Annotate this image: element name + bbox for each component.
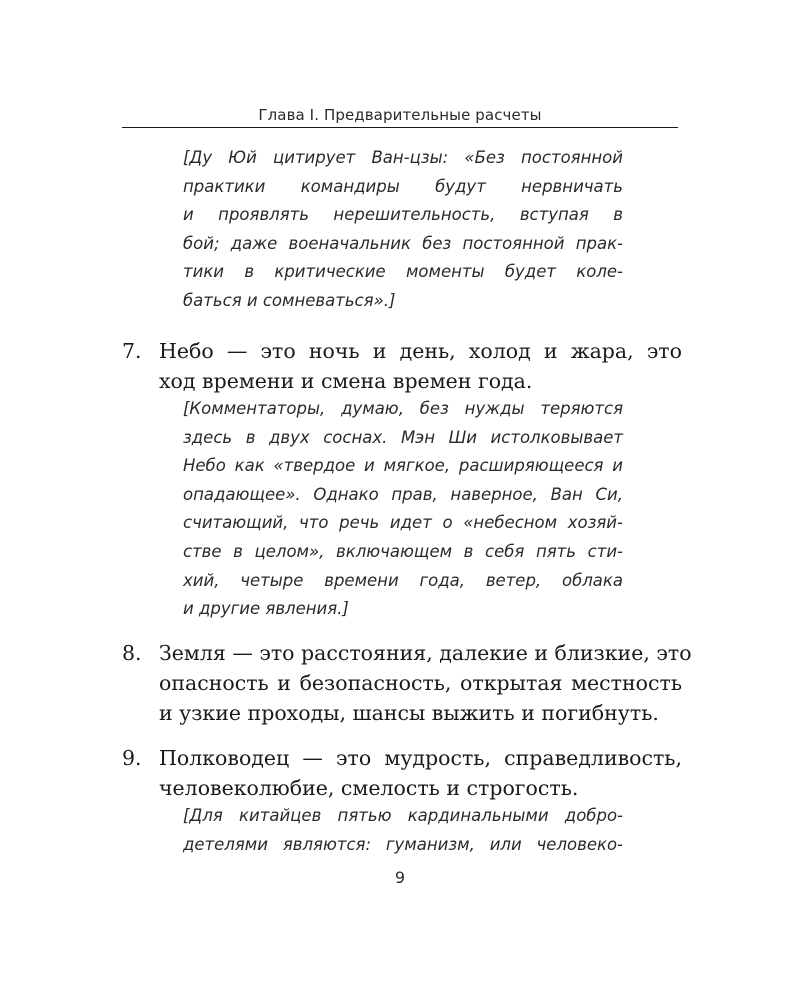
commentary-line: [Для китайцев пятью кардинальными добро- [183, 806, 623, 825]
running-head: Глава I. Предварительные расчеты [258, 106, 542, 124]
numbered-item-9 [122, 743, 682, 803]
page-number: 9 [394, 868, 406, 887]
numbered-item-8 [122, 638, 692, 728]
commentary-line: стве в целом», включающем в себя пять сти- [183, 541, 623, 561]
commentary-line: детелями являются: гуманизм, или человеко- [183, 834, 623, 854]
item-number: 9. [122, 746, 142, 770]
item-line: человеколюбие, смелость и строгость. [159, 776, 579, 800]
item-line: Полководец — это мудрость, справедливость, [159, 746, 682, 770]
commentary-item-7 [183, 395, 623, 624]
commentary-line: [Комментаторы, думаю, без нужды теряются [183, 399, 623, 418]
item-line: опасность и безопасность, открытая местность [159, 671, 682, 695]
commentary-line: бой; даже военачальник без постоянной прак- [183, 233, 623, 253]
item-number: 7. [122, 339, 142, 363]
item-line: Небо — это ночь и день, холод и жара, это [159, 339, 682, 363]
commentary-line: [Ду Юй цитирует Ван-цзы: «Без постоянной [183, 148, 623, 167]
commentary-line: здесь в двух соснах. Мэн Ши истолковывает [183, 427, 623, 447]
commentary-line: баться и сомневаться».] [183, 290, 396, 310]
numbered-item-7 [122, 336, 682, 396]
commentary-item-6 [183, 144, 623, 316]
commentary-line: хий, четыре времени года, ветер, облака [183, 570, 623, 590]
commentary-line: и другие явления.] [183, 599, 349, 619]
item-line: и узкие проходы, шансы выжить и погибнуть. [159, 701, 659, 725]
commentary-line: опадающее». Однако прав, наверное, Ван Си, [183, 484, 623, 504]
item-line: Земля — это расстояния, далекие и близкие, это [159, 641, 692, 665]
commentary-line: Небо как «твердое и мягкое, расширяющееся и [183, 456, 623, 476]
commentary-line: тики в критические моменты будет коле- [183, 262, 623, 282]
item-line: ход времени и смена времен года. [159, 369, 533, 393]
header-rule [122, 127, 678, 128]
commentary-line: практики командиры будут нервничать [183, 176, 623, 196]
item-number: 8. [122, 641, 142, 665]
commentary-line: и проявлять нерешительность, вступая в [183, 205, 623, 225]
commentary-item-9 [183, 802, 623, 859]
commentary-line: считающий, что речь идет о «небесном хозяй- [183, 513, 623, 533]
